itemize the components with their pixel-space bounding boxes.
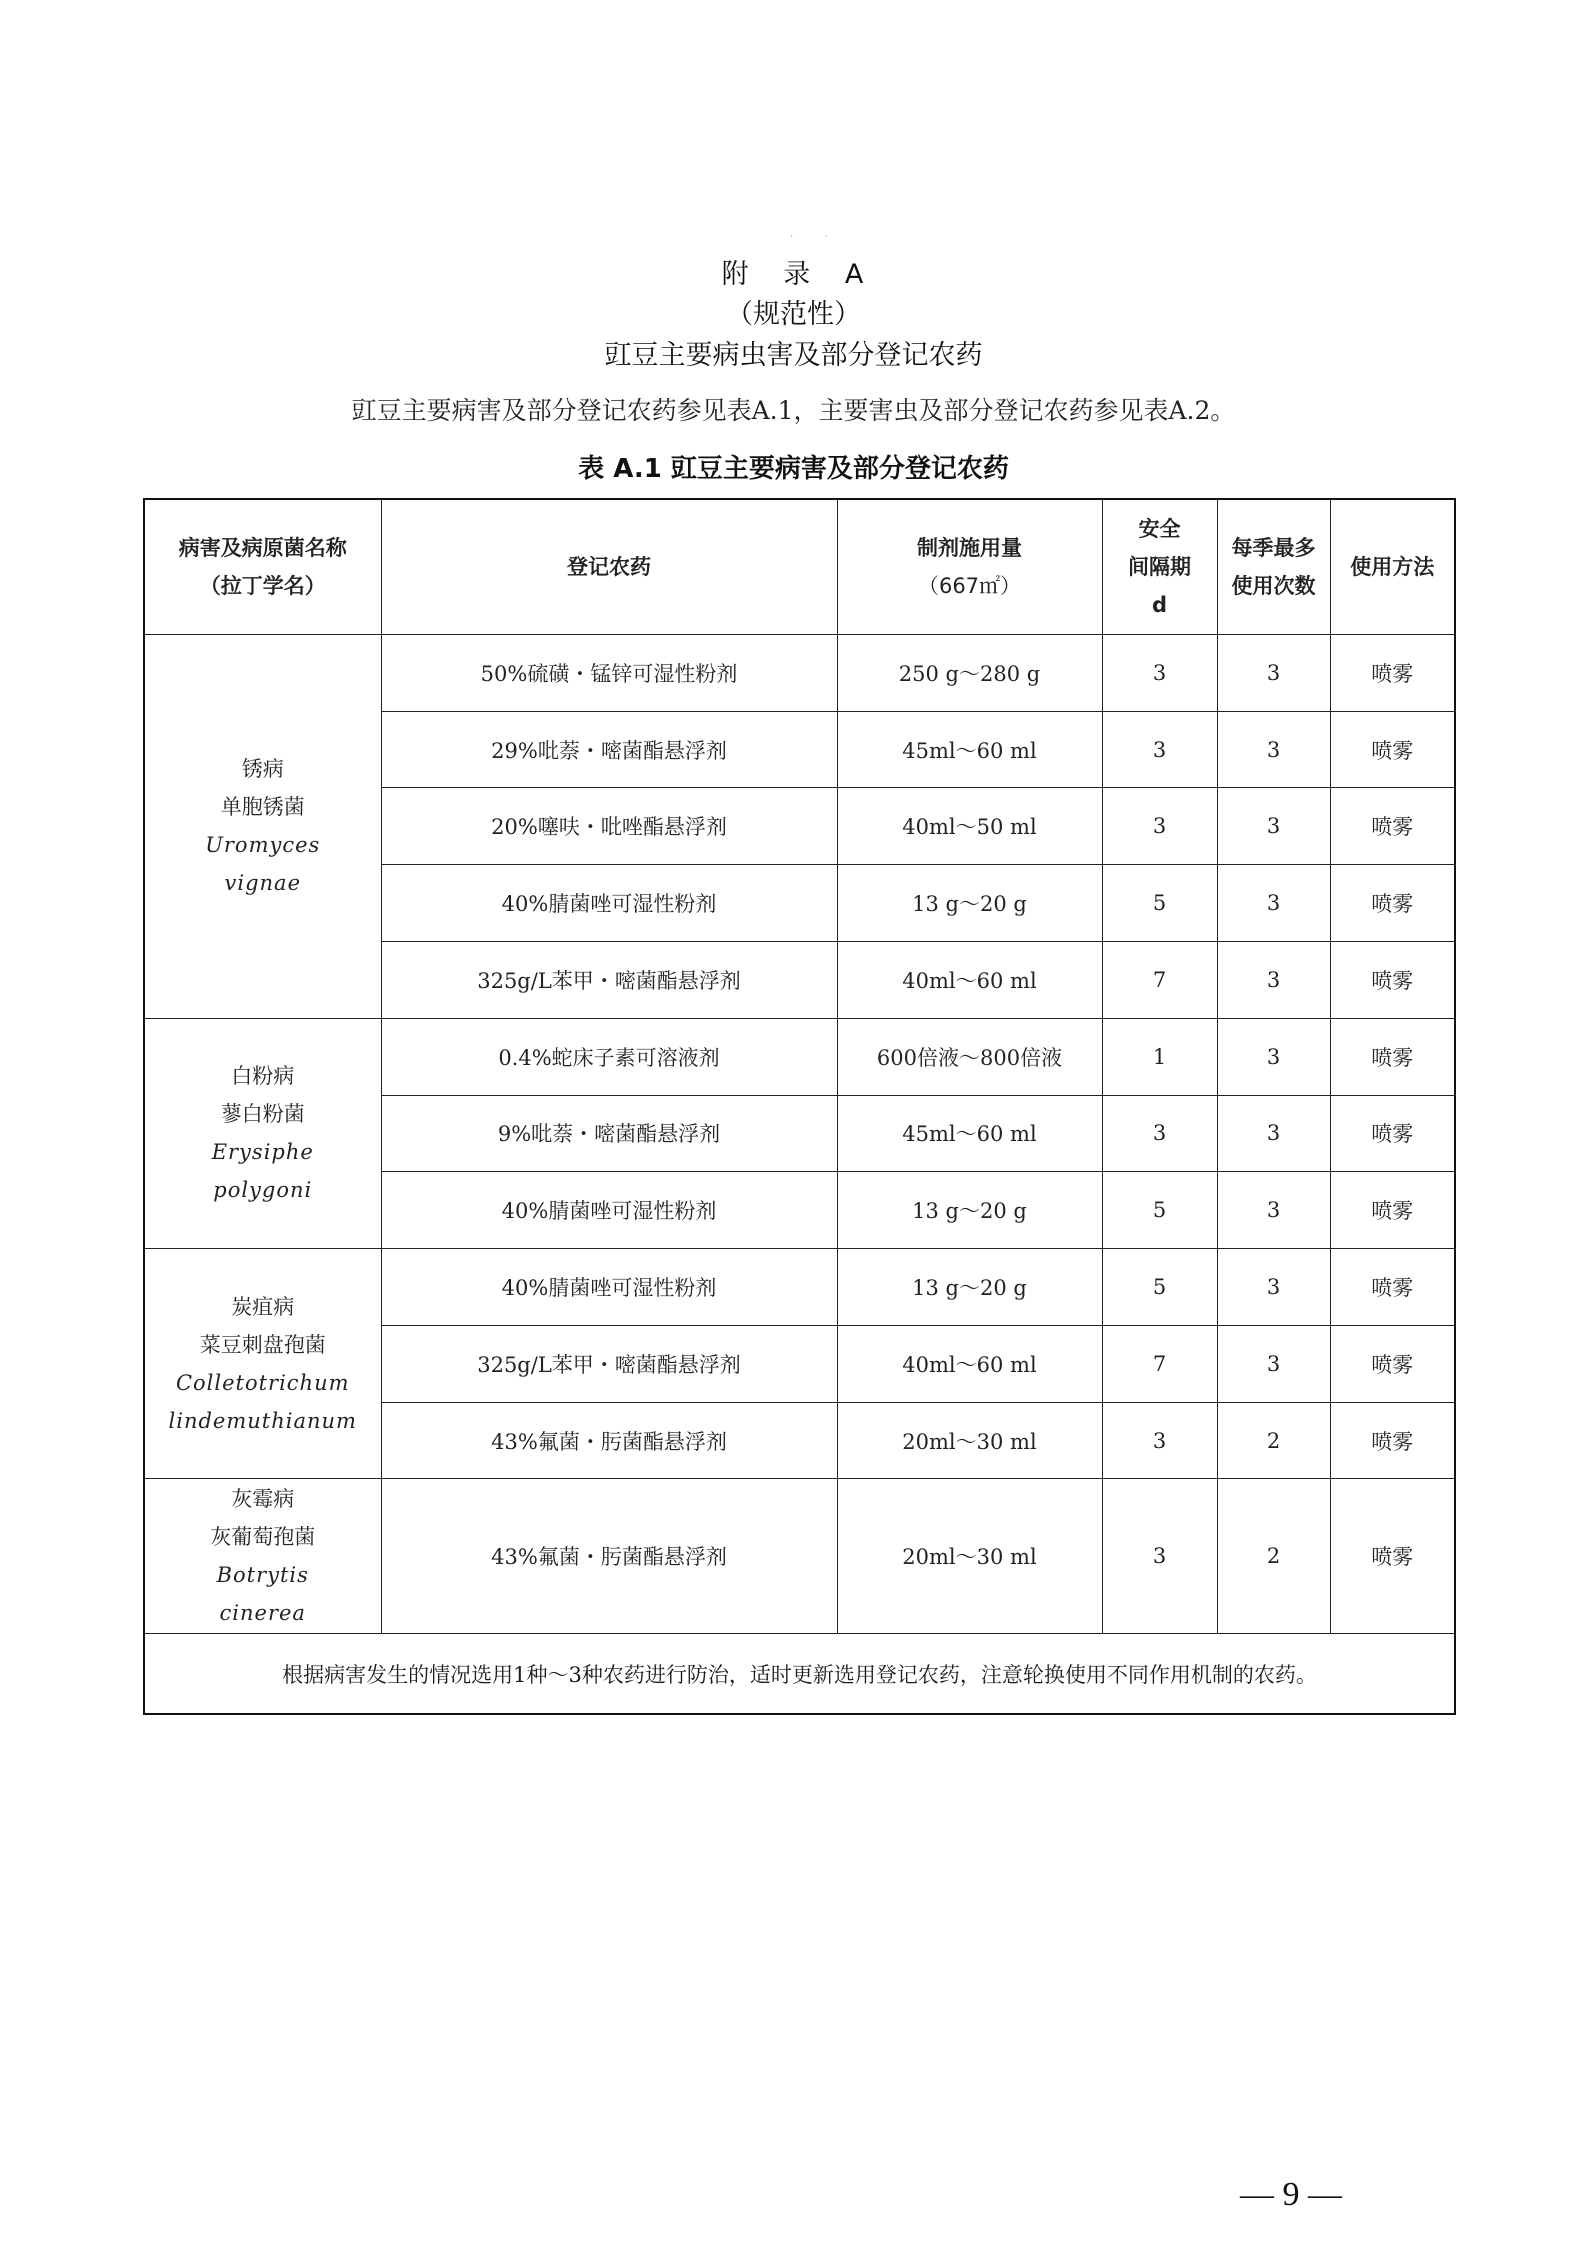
method-cell: 喷雾: [1330, 1402, 1455, 1479]
disease-name: 锈病: [241, 757, 284, 782]
pesticide-cell: 40%腈菌唑可湿性粉剂: [381, 1172, 837, 1249]
times-cell: 3: [1217, 1172, 1330, 1249]
method-cell: 喷雾: [1330, 1172, 1455, 1249]
latin-name: Colletotrichum: [175, 1370, 350, 1395]
method-cell: 喷雾: [1330, 942, 1455, 1019]
interval-cell: 5: [1102, 865, 1217, 942]
dosage-cell: 13 g～20 g: [837, 865, 1102, 942]
method-cell: 喷雾: [1330, 1325, 1455, 1402]
times-cell: 3: [1217, 1325, 1330, 1402]
times-cell: 3: [1217, 711, 1330, 788]
interval-cell: 1: [1102, 1018, 1217, 1095]
times-cell: 3: [1217, 788, 1330, 865]
times-cell: 3: [1217, 865, 1330, 942]
pesticide-cell: 50%硫磺・锰锌可湿性粉剂: [381, 634, 837, 711]
page-number: — 9 —: [1240, 2176, 1342, 2213]
method-cell: 喷雾: [1330, 711, 1455, 788]
disease-cell: [144, 634, 381, 1018]
times-cell: 3: [1217, 634, 1330, 711]
disease-name: 白粉病: [231, 1064, 295, 1089]
disease-cell: [144, 1018, 381, 1248]
interval-cell: 3: [1102, 1402, 1217, 1479]
disease-cell: [144, 1249, 381, 1479]
pesticide-cell: 43%氟菌・肟菌酯悬浮剂: [381, 1402, 837, 1479]
dosage-cell: 45ml～60 ml: [837, 1095, 1102, 1172]
latin-name: Uromyces: [205, 833, 321, 858]
intro-paragraph: 豇豆主要病害及部分登记农药参见表A.1，主要害虫及部分登记农药参见表A.2。: [351, 396, 1236, 425]
interval-cell: 3: [1102, 1479, 1217, 1634]
pesticide-cell: 43%氟菌・肟菌酯悬浮剂: [381, 1479, 837, 1634]
interval-cell: 3: [1102, 711, 1217, 788]
pesticide-cell: 9%吡萘・嘧菌酯悬浮剂: [381, 1095, 837, 1172]
pathogen-name: 单胞锈菌: [220, 795, 305, 820]
table-header-row: [144, 499, 1455, 634]
pathogen-name: 蓼白粉菌: [220, 1102, 305, 1127]
header-marks: · ·: [790, 232, 842, 243]
table-note-row: [144, 1634, 1455, 1714]
pesticide-cell: 20%噻呋・吡唑酯悬浮剂: [381, 788, 837, 865]
method-cell: 喷雾: [1330, 1249, 1455, 1326]
dosage-cell: 20ml～30 ml: [837, 1402, 1102, 1479]
header-method: 使用方法: [1330, 499, 1455, 634]
method-cell: 喷雾: [1330, 788, 1455, 865]
latin-name: vignae: [224, 871, 301, 896]
table-caption: 表 A.1 豇豆主要病害及部分登记农药: [578, 454, 1009, 484]
disease-name: 灰霉病: [231, 1487, 295, 1512]
method-cell: 喷雾: [1330, 634, 1455, 711]
pesticide-cell: 0.4%蛇床子素可溶液剂: [381, 1018, 837, 1095]
header-max-times: 每季最多 使用次数: [1217, 499, 1330, 634]
header-safety-interval: 安全 间隔期 d: [1102, 499, 1217, 634]
disease-name: 炭疽病: [231, 1294, 295, 1319]
dosage-cell: 40ml～50 ml: [837, 788, 1102, 865]
table-row: [144, 1249, 1455, 1326]
dosage-cell: 45ml～60 ml: [837, 711, 1102, 788]
disease-cell: [144, 1479, 381, 1634]
latin-name: Botrytis: [216, 1563, 309, 1588]
times-cell: 3: [1217, 1095, 1330, 1172]
dosage-cell: 250 g～280 g: [837, 634, 1102, 711]
dosage-cell: 13 g～20 g: [837, 1249, 1102, 1326]
interval-cell: 5: [1102, 1249, 1217, 1326]
pesticide-cell: 40%腈菌唑可湿性粉剂: [381, 1249, 837, 1326]
normative-label: （规范性）: [726, 299, 861, 330]
appendix-title: 豇豆主要病虫害及部分登记农药: [604, 340, 983, 371]
interval-cell: 3: [1102, 788, 1217, 865]
pathogen-name: 灰葡萄孢菌: [210, 1525, 316, 1550]
table-note: 根据病害发生的情况选用1种～3种农药进行防治，适时更新选用登记农药，注意轮换使用不同作用机制的农药。: [144, 1634, 1455, 1714]
interval-cell: 3: [1102, 634, 1217, 711]
times-cell: 2: [1217, 1402, 1330, 1479]
dosage-cell: 40ml～60 ml: [837, 1325, 1102, 1402]
method-cell: 喷雾: [1330, 865, 1455, 942]
pesticide-cell: 40%腈菌唑可湿性粉剂: [381, 865, 837, 942]
method-cell: 喷雾: [1330, 1479, 1455, 1634]
appendix-heading: 附 录 A: [721, 259, 866, 290]
interval-cell: 5: [1102, 1172, 1217, 1249]
interval-cell: 7: [1102, 942, 1217, 1019]
method-cell: 喷雾: [1330, 1095, 1455, 1172]
times-cell: 3: [1217, 942, 1330, 1019]
dosage-cell: 20ml～30 ml: [837, 1479, 1102, 1634]
method-cell: 喷雾: [1330, 1018, 1455, 1095]
interval-cell: 3: [1102, 1095, 1217, 1172]
latin-name: polygoni: [213, 1178, 313, 1203]
latin-name: Erysiphe: [211, 1140, 314, 1165]
header-disease: 病害及病原菌名称 （拉丁学名）: [144, 499, 381, 634]
dosage-cell: 13 g～20 g: [837, 1172, 1102, 1249]
latin-name: lindemuthianum: [168, 1408, 357, 1433]
pesticide-cell: 29%吡萘・嘧菌酯悬浮剂: [381, 711, 837, 788]
table-row: [144, 1018, 1455, 1095]
pesticide-cell: 325g/L苯甲・嘧菌酯悬浮剂: [381, 942, 837, 1019]
times-cell: 3: [1217, 1018, 1330, 1095]
pesticide-cell: 325g/L苯甲・嘧菌酯悬浮剂: [381, 1325, 837, 1402]
pathogen-name: 菜豆刺盘孢菌: [199, 1332, 326, 1357]
dosage-cell: 600倍液～800倍液: [837, 1018, 1102, 1095]
dosage-cell: 40ml～60 ml: [837, 942, 1102, 1019]
times-cell: 3: [1217, 1249, 1330, 1326]
times-cell: 2: [1217, 1479, 1330, 1634]
header-dosage: 制剂施用量 （667㎡）: [837, 499, 1102, 634]
latin-name: cinerea: [219, 1601, 306, 1626]
table-row: [144, 1479, 1455, 1634]
table-row: [144, 634, 1455, 711]
interval-cell: 7: [1102, 1325, 1217, 1402]
header-pesticide: 登记农药: [381, 499, 837, 634]
pesticide-table: [143, 498, 1456, 1715]
